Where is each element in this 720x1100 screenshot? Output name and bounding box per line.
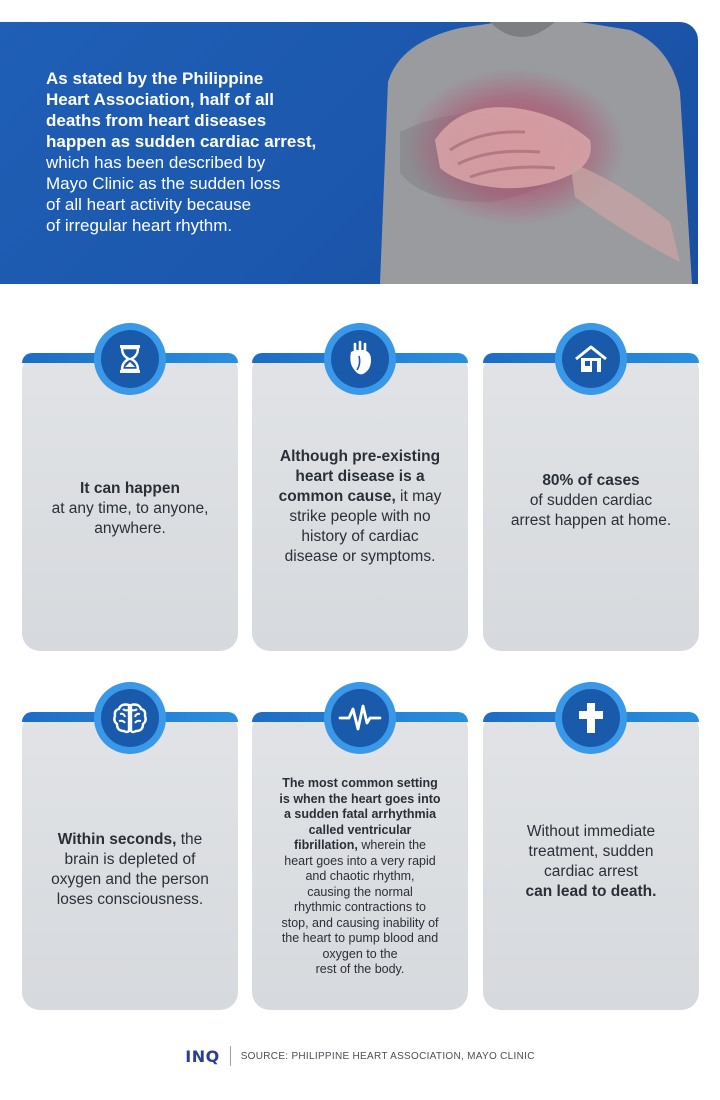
card-line: rhythmic contractions to <box>294 900 426 914</box>
card-line: brain is depleted of <box>64 851 196 868</box>
card-bold-line: fibrillation, <box>294 838 358 852</box>
brain-icon <box>111 701 149 735</box>
card-line: heart goes into a very rapid <box>284 853 436 868</box>
card-bold-line: common cause, <box>278 488 396 505</box>
home-icon <box>574 344 608 374</box>
heartbeat-pulse-icon <box>338 703 382 733</box>
card-bold-line: heart disease is a <box>295 468 425 485</box>
card-line: cardiac arrest <box>544 863 638 880</box>
icon-badge <box>555 323 627 395</box>
card-text <box>266 776 454 978</box>
hero-bold-line: Heart Association, half of all <box>46 90 274 109</box>
card-line: rest of the body. <box>315 962 405 976</box>
footer <box>0 1044 720 1068</box>
card-text <box>497 822 685 902</box>
card-text <box>497 471 685 531</box>
hero-banner <box>0 22 698 284</box>
footer-divider <box>230 1046 231 1066</box>
card-line: disease or symptoms. <box>284 548 436 565</box>
card-line: and chaotic rhythm, <box>305 869 415 883</box>
card-text <box>36 830 224 910</box>
card-bold-text: 80% of cases <box>542 472 640 489</box>
card-bold-line: called ventricular <box>308 822 412 837</box>
card-text <box>36 479 224 539</box>
card-bold-line: a sudden fatal arrhythmia <box>283 807 437 821</box>
icon-badge <box>94 323 166 395</box>
card-line: arrest happen at home. <box>510 512 672 529</box>
card-line: it may <box>395 488 442 505</box>
card-line: strike people with no <box>289 508 431 525</box>
info-card-at-home <box>483 353 699 651</box>
icon-badge <box>324 682 396 754</box>
card-line: history of cardiac <box>301 528 419 545</box>
card-line: causing the normal <box>307 884 413 899</box>
card-line: treatment, sudden <box>528 843 654 860</box>
card-bold-line: is when the heart goes into <box>279 791 441 806</box>
info-card-pre-existing <box>252 353 468 651</box>
heart-organ-icon <box>343 340 377 378</box>
card-bold-line: The most common setting <box>282 776 438 790</box>
card-text <box>266 447 454 567</box>
hero-text <box>46 68 366 236</box>
info-card-ventricular-fibrillation <box>252 712 468 1010</box>
card-line: the <box>176 831 203 848</box>
card-bold-text: Within seconds, <box>57 831 177 848</box>
hero-line: of all heart activity because <box>46 195 252 214</box>
inq-logo: INQ <box>185 1046 220 1066</box>
hero-line: of irregular heart rhythm. <box>46 216 233 235</box>
card-line: anywhere. <box>94 520 166 537</box>
hero-bold-line: As stated by the Philippine <box>46 69 264 88</box>
card-line: at any time, to anyone, <box>51 500 209 517</box>
info-card-any-time <box>22 353 238 651</box>
medical-cross-icon <box>576 701 606 735</box>
card-bold-text: can lead to death. <box>525 883 657 900</box>
hourglass-icon <box>113 342 147 376</box>
card-line: of sudden cardiac <box>529 492 653 509</box>
source-credit: SOURCE: PHILIPPINE HEART ASSOCIATION, MAYO CLINIC <box>240 1050 535 1062</box>
icon-badge <box>555 682 627 754</box>
hero-bold-line: deaths from heart diseases <box>46 111 267 130</box>
hero-line: which has been described by <box>46 153 266 172</box>
icon-badge <box>94 682 166 754</box>
card-line: loses consciousness. <box>56 891 204 908</box>
card-line: oxygen and the person <box>51 871 209 888</box>
card-line: stop, and causing inability of <box>281 915 439 930</box>
card-line: the heart to pump blood and <box>281 931 439 945</box>
hero-bold-line: happen as sudden cardiac arrest, <box>46 132 317 151</box>
card-line: wherein the <box>357 838 426 852</box>
info-card-lead-to-death <box>483 712 699 1010</box>
chest-pain-person-illustration <box>340 22 698 284</box>
hero-line: Mayo Clinic as the sudden loss <box>46 174 281 193</box>
icon-badge <box>324 323 396 395</box>
card-line: Without immediate <box>526 823 656 840</box>
info-card-within-seconds <box>22 712 238 1010</box>
card-line: oxygen to the <box>322 946 398 961</box>
card-bold-line: Although pre-existing <box>279 448 441 465</box>
card-bold-text: It can happen <box>80 480 180 497</box>
